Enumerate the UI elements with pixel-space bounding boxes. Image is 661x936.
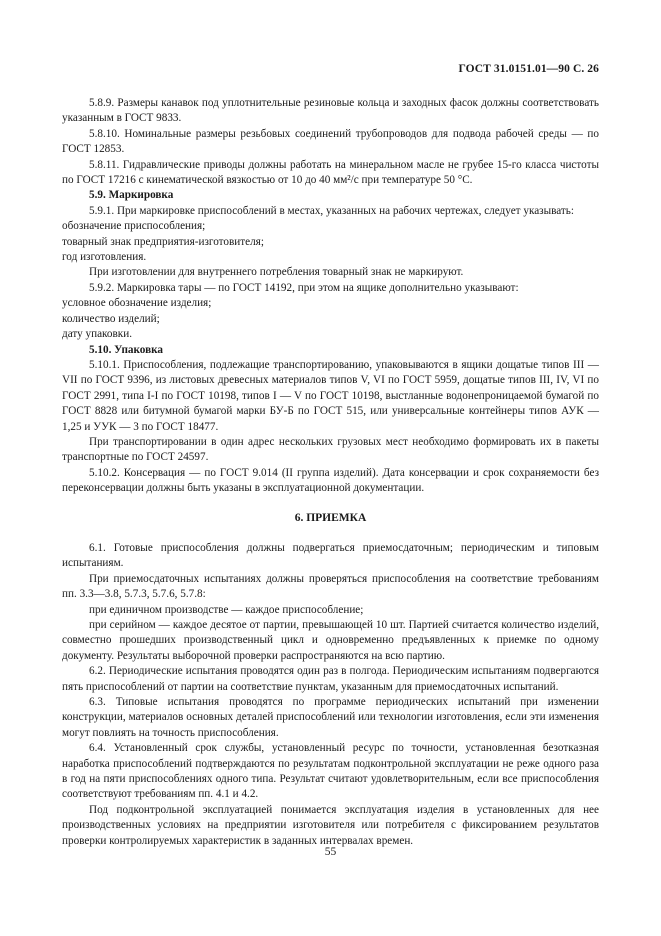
paragraph-trademark-note: При изготовлении для внутреннего потребления товарный знак не маркируют. bbox=[89, 266, 464, 279]
paragraph-5-8-11: 5.8.11. Гидравлические приводы должны работать на минеральном масле не грубее 15-го класса чистоты по ГОСТ 17216 с кинематической вязкостью от 10 до 40 мм²/с при температуре 50 °С. bbox=[62, 158, 599, 187]
paragraph-acceptance-tests: При приемосдаточных испытаниях должны проверяться приспособления на соответствие требованиям пп. 3.3—3.8, 5.7.3, 5.7.6, 5.7.8: bbox=[62, 572, 599, 601]
list-item: условное обозначение изделия; bbox=[62, 297, 212, 310]
paragraph-single-production: при единичном производстве — каждое приспособление; bbox=[89, 603, 364, 616]
list-item: обозначение приспособления; bbox=[62, 220, 206, 233]
paragraph-5-9-2: 5.9.2. Маркировка тары — по ГОСТ 14192, при этом на ящике дополнительно указывают: bbox=[89, 281, 519, 294]
section-heading-acceptance: 6. ПРИЕМКА bbox=[294, 511, 367, 524]
paragraph-5-8-10: 5.8.10. Номинальные размеры резьбовых соединений трубопроводов для подвода рабочей среды — по ГОСТ 12853. bbox=[62, 127, 599, 156]
running-header: ГОСТ 31.0151.01—90 С. 26 bbox=[458, 63, 599, 75]
section-heading-packing: 5.10. Упаковка bbox=[89, 343, 164, 356]
paragraph-6-1: 6.1. Готовые приспособления должны подвергаться приемосдаточным; периодическим и типовым испытаниям. bbox=[62, 541, 599, 570]
list-item: год изготовления. bbox=[62, 251, 147, 264]
page-number: 55 bbox=[324, 846, 337, 858]
paragraph-controlled-operation: Под подконтрольной эксплуатацией понимается эксплуатация изделия в установленных для нее производственных условиях на предприятии изготовителя или потребителя с фиксированием результатов проверки контролируемых характеристик в заданных интервалах времен. bbox=[62, 803, 599, 847]
list-item: товарный знак предприятия-изготовителя; bbox=[62, 235, 264, 248]
paragraph-5-8-9: 5.8.9. Размеры канавок под уплотнительные резиновые кольца и заходных фасок должны соответствовать указанным в ГОСТ 9833. bbox=[62, 97, 599, 125]
paragraph-transport-note: При транспортировании в один адрес нескольких грузовых мест необходимо формировать их в пакеты транспортные по ГОСТ 24597. bbox=[62, 435, 599, 464]
paragraph-5-10-2: 5.10.2. Консервация — по ГОСТ 9.014 (II группа изделий). Дата консервации и срок сохраняемости без переконсервации должны быть указаны в эксплуатационной документации. bbox=[62, 466, 599, 495]
paragraph-6-2: 6.2. Периодические испытания проводятся один раз в полгода. Периодическим испытаниям подвергаются пять приспособлений от партии на соответствие пунктам, указанным для приемосдаточных испытаний. bbox=[62, 665, 599, 693]
paragraph-5-9-1: 5.9.1. При маркировке приспособлений в местах, указанных на рабочих чертежах, следует указывать: bbox=[89, 204, 575, 217]
paragraph-6-4: 6.4. Установленный срок службы, установленный ресурс по точности, установленная безотказная наработка приспособлений подтверждаются по результатам подконтрольной эксплуатации не реже одного раза в год на пяти приспособлениях одного типа. Результат считают удовлетворительным, если все приспособления соответствуют требованиям пп. 4.1 и 4.2. bbox=[62, 742, 599, 801]
paragraph-6-3: 6.3. Типовые испытания проводятся по программе периодических испытаний при изменении конструкции, материалов основных деталей приспособлений или технологии изготовления, если эти изменения могут повлиять на точность приспособления. bbox=[62, 696, 599, 739]
paragraph-5-10-1: 5.10.1. Приспособления, подлежащие транспортированию, упаковываются в ящики дощатые типов III — VII по ГОСТ 9396, из листовых древесных материалов типов V, VI по ГОСТ 5959, дощатые типов III, IV, VI по ГОСТ 2991, типа I-I по ГОСТ 10198, типов I — V по ГОСТ 10198, выстланные водонепроницаемой бумагой по ГОСТ 8828 или битумной бумагой марки БУ-Б по ГОСТ 515, или универсальные контейнеры типов АУК — 1,25 и УУК — 3 по ГОСТ 18477. bbox=[62, 358, 599, 433]
document-body bbox=[62, 96, 599, 849]
list-item: дату упаковки. bbox=[62, 328, 133, 341]
section-heading-marking: 5.9. Маркировка bbox=[89, 189, 174, 202]
list-item: количество изделий; bbox=[62, 312, 160, 325]
paragraph-serial-production: при серийном — каждое десятое от партии, превышающей 10 шт. Партией считается количество изделий, совместно прошедших производственный цикл и одновременно предъявленных к приемке по одному документу. Результаты выборочной проверки распространяются на всю партию. bbox=[62, 619, 599, 662]
